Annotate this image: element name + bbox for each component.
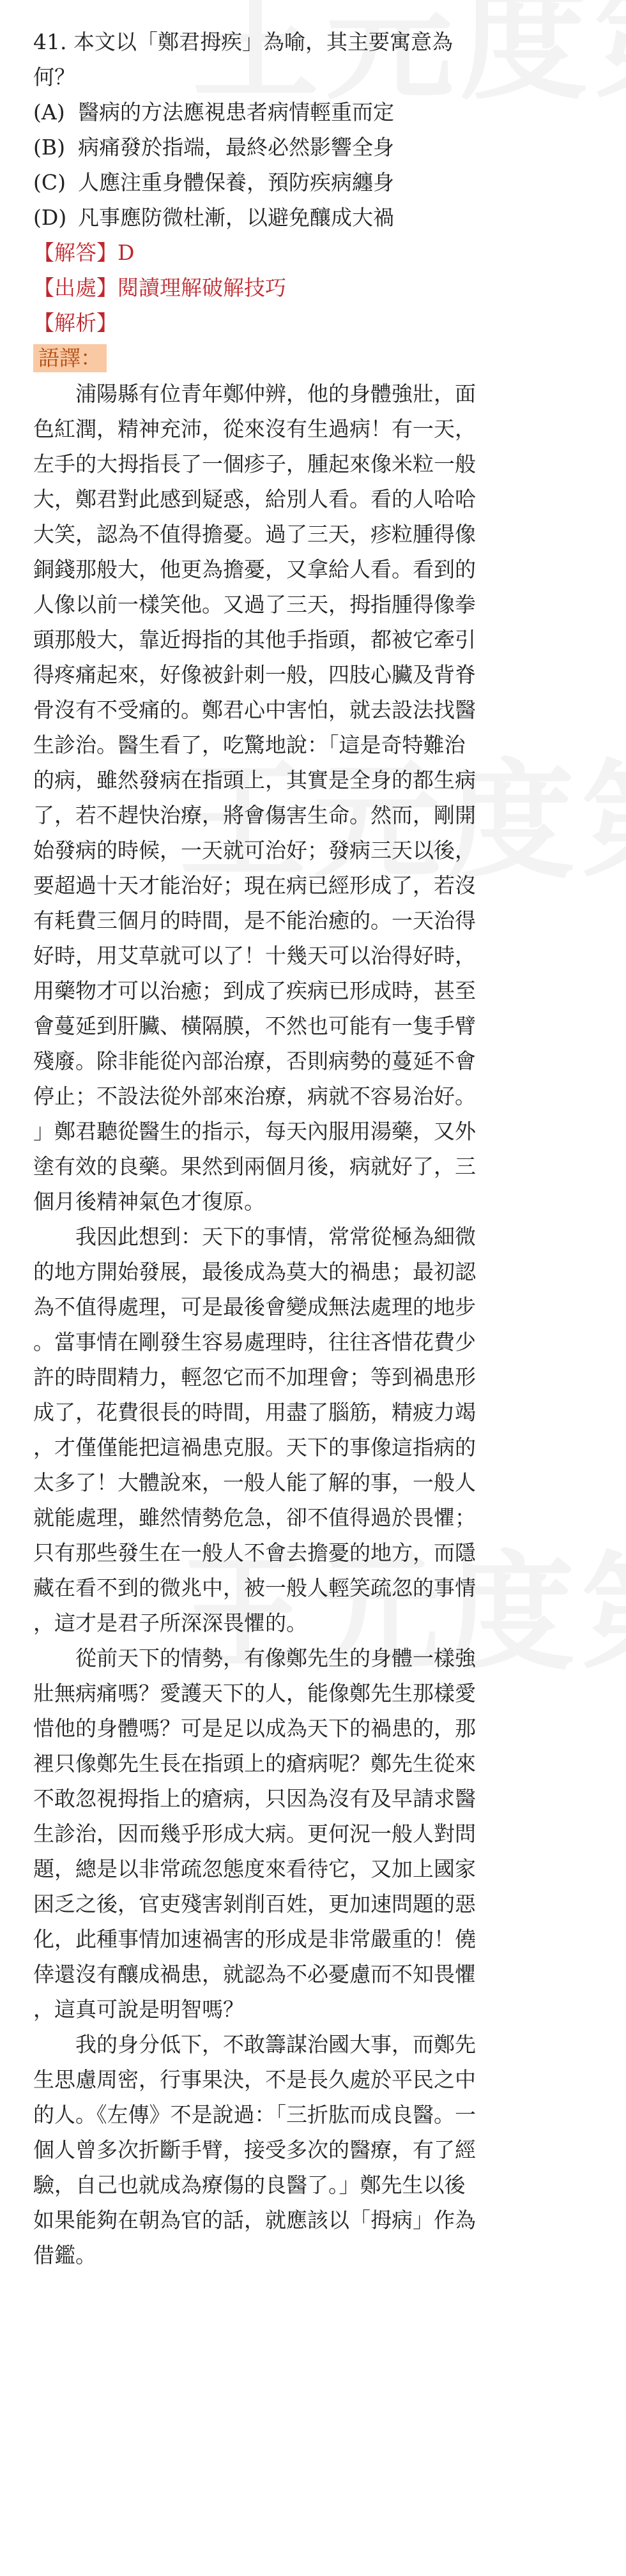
analysis-line bbox=[33, 305, 607, 340]
option-c bbox=[33, 165, 607, 200]
paragraph-line: 惜他的身體嗎？可是足以成為天下的禍患的，那 bbox=[33, 1716, 476, 1741]
paragraph-line: 藏在看不到的微兆中，被一般人輕笑疏忽的事情 bbox=[33, 1575, 476, 1600]
option-text: 醫病的方法應視患者病情輕重而定 bbox=[78, 100, 394, 125]
source-label: 【出處】 bbox=[33, 275, 118, 300]
paragraph-line: 太多了！大體說來，一般人能了解的事，一般人 bbox=[33, 1470, 476, 1495]
translation-header bbox=[33, 340, 607, 376]
paragraph-line: 大，鄭君對此感到疑惑，給別人看。看的人哈哈 bbox=[33, 487, 476, 511]
paragraph-line: 我的身分低下，不敢籌謀治國大事，而鄭先 bbox=[75, 2032, 476, 2057]
analysis-label: 【解析】 bbox=[33, 310, 118, 335]
paragraph-line: 會蔓延到肝臟、橫隔膜，不然也可能有一隻手臂 bbox=[33, 1013, 476, 1038]
paragraph-line: ，這真可說是明智嗎？ bbox=[33, 1997, 244, 2022]
paragraph-line: 裡只像鄭先生長在指頭上的瘡病呢？鄭先生從來 bbox=[33, 1751, 476, 1776]
paragraph bbox=[33, 376, 607, 1219]
paragraph-line: 我因此想到：天下的事情，常常從極為細微 bbox=[75, 1224, 476, 1249]
paragraph-line: 生思慮周密，行事果決，不是長久處於平民之中 bbox=[33, 2067, 476, 2092]
paragraph-line: 骨沒有不受痛的。鄭君心中害怕，就去設法找醫 bbox=[33, 697, 476, 722]
answer-value: D bbox=[118, 240, 135, 265]
option-text: 人應注重身體保養，預防疾病纏身 bbox=[78, 170, 394, 195]
paragraph-line: 只有那些發生在一般人不會去擔憂的地方，而隱 bbox=[33, 1540, 476, 1565]
paragraph-line: 色紅潤，精神充沛，從來沒有生過病！有一天， bbox=[33, 416, 476, 441]
options-list bbox=[33, 95, 607, 235]
paragraph-line: 用藥物才可以治癒；到成了疾病已形成時，甚至 bbox=[33, 978, 476, 1003]
paragraph-line: 借鑑。 bbox=[33, 2243, 96, 2268]
paragraph-line: 困乏之後，官吏殘害剝削百姓，更加速問題的惡 bbox=[33, 1891, 476, 1916]
paragraph-line: 個月後精神氣色才復原。 bbox=[33, 1189, 265, 1214]
option-d bbox=[33, 200, 607, 235]
source-line bbox=[33, 270, 607, 305]
paragraph-line: 要超過十天才能治好；現在病已經形成了，若沒 bbox=[33, 873, 476, 898]
question-line: 何？ bbox=[33, 64, 75, 89]
paragraph-line: 許的時間精力，輕忽它而不加理會；等到禍患形 bbox=[33, 1365, 476, 1390]
option-letter: (C) bbox=[33, 170, 66, 195]
paragraph-line: 生診治，因而幾乎形成大病。更何況一般人對問 bbox=[33, 1821, 476, 1846]
paragraph-line: 頭那般大，靠近拇指的其他手指頭，都被它牽引 bbox=[33, 627, 476, 652]
option-text: 凡事應防微杜漸，以避免釀成大禍 bbox=[78, 205, 394, 230]
option-letter: (D) bbox=[33, 205, 67, 230]
paragraph-line: 」鄭君聽從醫生的指示，每天內服用湯藥，又外 bbox=[33, 1119, 476, 1144]
paragraph-line: 壯無病痛嗎？愛護天下的人，能像鄭先生那樣愛 bbox=[33, 1681, 476, 1706]
paragraph-line: 不敢忽視拇指上的瘡病，只因為沒有及早請求醫 bbox=[33, 1786, 476, 1811]
question-stem bbox=[33, 24, 607, 95]
paragraph-line: 了，若不趕快治療，將會傷害生命。然而，剛開 bbox=[33, 803, 476, 828]
paragraph-line: 左手的大拇指長了一個疹子，腫起來像米粒一般 bbox=[33, 451, 476, 476]
paragraph-line: 始發病的時候，一天就可治好；發病三天以後， bbox=[33, 838, 476, 863]
paragraph-line: 有耗費三個月的時間，是不能治癒的。一天治得 bbox=[33, 908, 476, 933]
option-letter: (B) bbox=[33, 135, 65, 160]
paragraph bbox=[33, 2027, 607, 2273]
paragraph-line: 如果能夠在朝為官的話，就應該以「拇病」作為 bbox=[33, 2208, 476, 2232]
paragraph-line: 倖還沒有釀成禍患，就認為不必憂慮而不知畏懼 bbox=[33, 1962, 476, 1987]
paragraph-line: 停止；不設法從外部來治療，病就不容易治好。 bbox=[33, 1084, 476, 1109]
paragraph-line: 驗，自己也就成為療傷的良醫了。」鄭先生以後 bbox=[33, 2172, 466, 2197]
paragraph-line: 的地方開始發展，最後成為莫大的禍患；最初認 bbox=[33, 1259, 476, 1284]
paragraph-line: 的人。《左傳》不是說過：「三折肱而成良醫。一 bbox=[33, 2102, 476, 2127]
translation-body bbox=[33, 376, 607, 2273]
paragraph-line: 題，總是以非常疏忽態度來看待它，又加上國家 bbox=[33, 1856, 476, 1881]
paragraph-line: 為不值得處理，可是最後會變成無法處理的地步 bbox=[33, 1294, 476, 1319]
paragraph-line: 大笑，認為不值得擔憂。過了三天，疹粒腫得像 bbox=[33, 522, 476, 547]
paragraph-line: 。當事情在剛發生容易處理時，往往吝惜花費少 bbox=[33, 1330, 476, 1354]
paragraph-line: 好時，用艾草就可以了！十幾天可以治得好時， bbox=[33, 943, 476, 968]
translation-tag: 語譯： bbox=[33, 344, 107, 372]
option-a bbox=[33, 95, 607, 130]
paragraph-line: 浦陽縣有位青年鄭仲辨，他的身體強壯，面 bbox=[75, 381, 476, 406]
answer-line bbox=[33, 235, 607, 270]
paragraph-line: 殘廢。除非能從內部治療，否則病勢的蔓延不會 bbox=[33, 1049, 476, 1073]
paragraph-line: 從前天下的情勢，有像鄭先生的身體一樣強 bbox=[75, 1646, 476, 1671]
paragraph-line: 銅錢那般大，他更為擔憂，又拿給人看。看到的 bbox=[33, 557, 476, 582]
paragraph-line: 就能處理，雖然情勢危急，卻不值得過於畏懼； bbox=[33, 1505, 476, 1530]
paragraph-line: 塗有效的良藥。果然到兩個月後，病就好了，三 bbox=[33, 1154, 476, 1179]
option-text: 病痛發於指端，最終必然影響全身 bbox=[78, 135, 394, 160]
paragraph-line: ，這才是君子所深深畏懼的。 bbox=[33, 1610, 307, 1635]
answer-label: 【解答】 bbox=[33, 240, 118, 265]
paragraph-line: 得疼痛起來，好像被針刺一般，四肢心臟及背脊 bbox=[33, 662, 476, 687]
paragraph-line: ，才僅僅能把這禍患克服。天下的事像這指病的 bbox=[33, 1435, 476, 1460]
paragraph bbox=[33, 1640, 607, 2027]
option-b bbox=[33, 130, 607, 165]
option-letter: (A) bbox=[33, 100, 65, 125]
paragraph-line: 化，此種事情加速禍害的形成是非常嚴重的！僥 bbox=[33, 1927, 476, 1951]
source-value: 閱讀理解破解技巧 bbox=[118, 275, 286, 300]
paragraph-line: 生診治。醫生看了，吃驚地說：「這是奇特難治 bbox=[33, 732, 466, 757]
paragraph-line: 的病，雖然發病在指頭上，其實是全身的都生病 bbox=[33, 768, 476, 792]
paragraph bbox=[33, 1219, 607, 1640]
paragraph-line: 個人曾多次折斷手臂，接受多次的醫療，有了經 bbox=[33, 2137, 476, 2162]
question-line: 41. 本文以「鄭君拇疾」為喻，其主要寓意為 bbox=[33, 29, 453, 54]
paragraph-line: 成了，花費很長的時間，用盡了腦筋，精疲力竭 bbox=[33, 1400, 476, 1425]
paragraph-line: 人像以前一樣笑他。又過了三天，拇指腫得像拳 bbox=[33, 592, 476, 617]
